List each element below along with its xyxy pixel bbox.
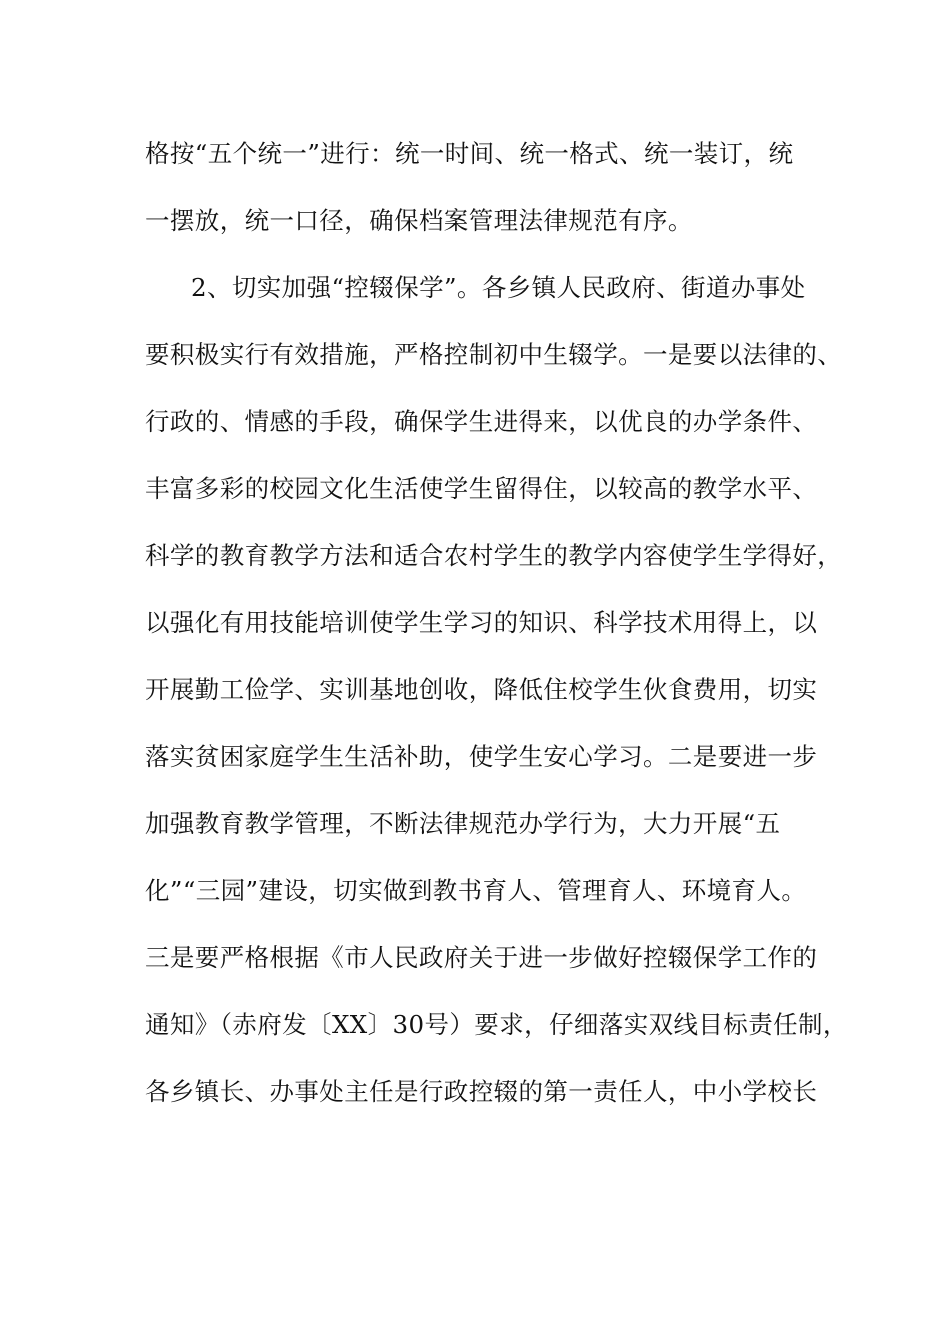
text-line-3: 2、切实加强“控辍保学”。各乡镇人民政府、街道办事处 <box>191 273 806 302</box>
text-line-6: 丰富多彩的校园文化生活使学生留得住，以较高的教学水平、 <box>145 474 818 503</box>
text-line-9: 开展勤工俭学、实训基地创收，降低住校学生伙食费用，切实 <box>145 675 818 704</box>
text-line-4: 要积极实行有效措施，严格控制初中生辍学。一是要以法律的、 <box>145 340 843 369</box>
text-line-7: 科学的教育教学方法和适合农村学生的教学内容使学生学得好， <box>145 541 843 570</box>
text-line-12: 化”“三园”建设，切实做到教书育人、管理育人、环境育人。 <box>145 876 807 905</box>
text-line-1: 格按“五个统一”进行：统一时间、统一格式、统一装订，统 <box>145 139 794 168</box>
text-line-2: 一摆放，统一口径，确保档案管理法律规范有序。 <box>145 206 693 235</box>
text-line-8: 以强化有用技能培训使学生学习的知识、科学技术用得上，以 <box>145 608 818 637</box>
text-line-5: 行政的、情感的手段，确保学生进得来，以优良的办学条件、 <box>145 407 818 436</box>
text-line-15: 各乡镇长、办事处主任是行政控辍的第一责任人，中小学校长 <box>145 1077 818 1106</box>
text-line-11: 加强教育教学管理，不断法律规范办学行为，大力开展“五 <box>145 809 781 838</box>
text-line-14: 通知》（赤府发〔XX〕30号）要求，仔细落实双线目标责任制， <box>145 1010 848 1039</box>
text-line-13: 三是要严格根据《市人民政府关于进一步做好控辍保学工作的 <box>145 943 818 972</box>
text-line-10: 落实贫困家庭学生生活补助，使学生安心学习。二是要进一步 <box>145 742 818 771</box>
document-body <box>145 128 848 1133</box>
